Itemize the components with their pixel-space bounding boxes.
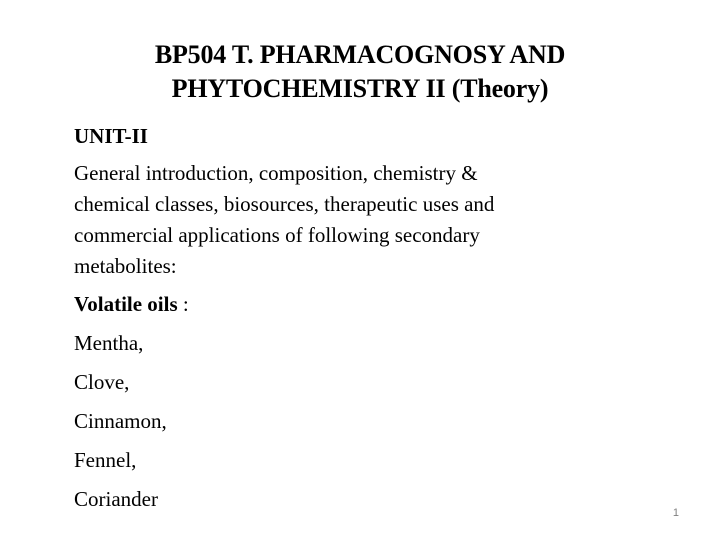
slide-body	[74, 121, 674, 515]
unit-heading: UNIT-II	[74, 124, 148, 148]
intro-paragraph	[74, 158, 674, 282]
volatile-oils-heading	[74, 289, 674, 320]
intro-line-4: metabolites:	[74, 254, 177, 278]
list-item-clove: Clove,	[74, 370, 130, 394]
list-item-mentha: Mentha,	[74, 331, 144, 355]
page-number: 1	[672, 507, 679, 519]
volatile-oils-label: Volatile oils	[74, 292, 178, 316]
intro-line-2: chemical classes, biosources, therapeutic uses and	[74, 192, 495, 216]
list-item-fennel: Fennel,	[74, 448, 137, 472]
slide-title-line-1: BP504 T. PHARMACOGNOSY AND	[154, 40, 566, 69]
intro-line-1: General introduction, composition, chemistry &	[74, 161, 478, 185]
slide-title-line-2: PHYTOCHEMISTRY II (Theory)	[171, 74, 549, 103]
intro-line-3: commercial applications of following secondary	[74, 223, 480, 247]
list-item-coriander: Coriander	[74, 487, 158, 511]
list-item-cinnamon: Cinnamon,	[74, 409, 167, 433]
slide-title	[60, 38, 660, 106]
volatile-oils-colon: :	[177, 292, 189, 316]
